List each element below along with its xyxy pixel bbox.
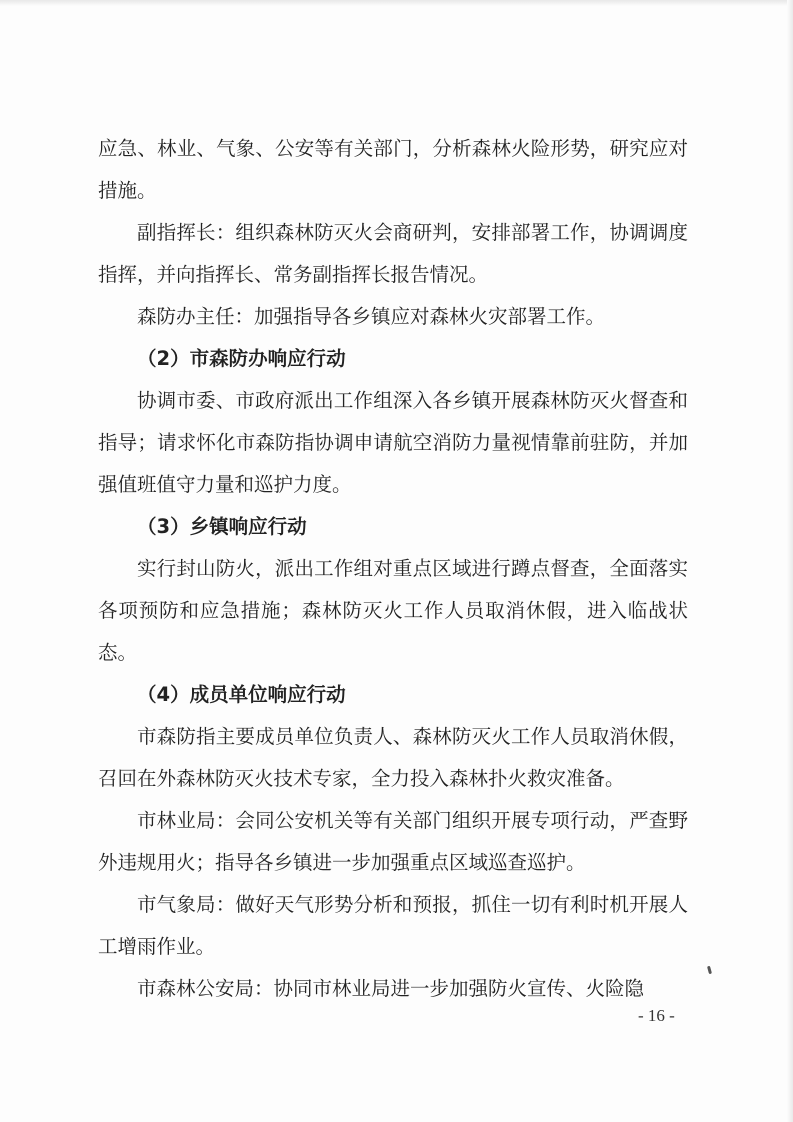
paragraph-meteorology-bureau: 市气象局：做好天气形势分析和预报，抓住一切有利时机开展人工增雨作业。 — [98, 893, 688, 958]
scan-edge-right — [787, 0, 793, 1122]
heading-member-unit-response: （4）成员单位响应行动 — [137, 683, 346, 706]
scan-speck — [707, 966, 712, 975]
paragraph-continuation: 应急、林业、气象、公安等有关部门，分析森林火险形势，研究应对措施。 — [98, 137, 688, 202]
paragraph-member-units: 市森防指主要成员单位负责人、森林防灭火工作人员取消休假，召回在外森林防灭火技术专家，全力投入森林扑火救灾准备。 — [98, 725, 688, 790]
paragraph-township-response: 实行封山防火，派出工作组对重点区域进行蹲点督查，全面落实各项预防和应急措施；森林防灭火工作人员取消休假，进入临战状态。 — [98, 557, 688, 664]
paragraph-forest-police: 市森林公安局：协同市林业局进一步加强防火宣传、火险隐 — [137, 977, 645, 1000]
heading-office-response: （2）市森防办响应行动 — [137, 347, 346, 370]
page-number: - 16 - — [638, 1006, 675, 1025]
paragraph-office-director: 森防办主任：加强指导各乡镇应对森林火灾部署工作。 — [137, 305, 606, 328]
document-body — [98, 128, 688, 1010]
paragraph-deputy-commander: 副指挥长：组织森林防灭火会商研判，安排部署工作，协调调度指挥，并向指挥长、常务副指挥长报告情况。 — [98, 221, 688, 286]
scan-edge-top — [0, 0, 793, 6]
heading-township-response: （3）乡镇响应行动 — [137, 515, 307, 538]
paragraph-forestry-bureau: 市林业局：会同公安机关等有关部门组织开展专项行动，严查野外违规用火；指导各乡镇进一步加强重点区域巡查巡护。 — [98, 809, 688, 874]
paragraph-office-response: 协调市委、市政府派出工作组深入各乡镇开展森林防灭火督查和指导；请求怀化市森防指协调申请航空消防力量视情靠前驻防，并加强值班值守力量和巡护力度。 — [98, 389, 688, 496]
